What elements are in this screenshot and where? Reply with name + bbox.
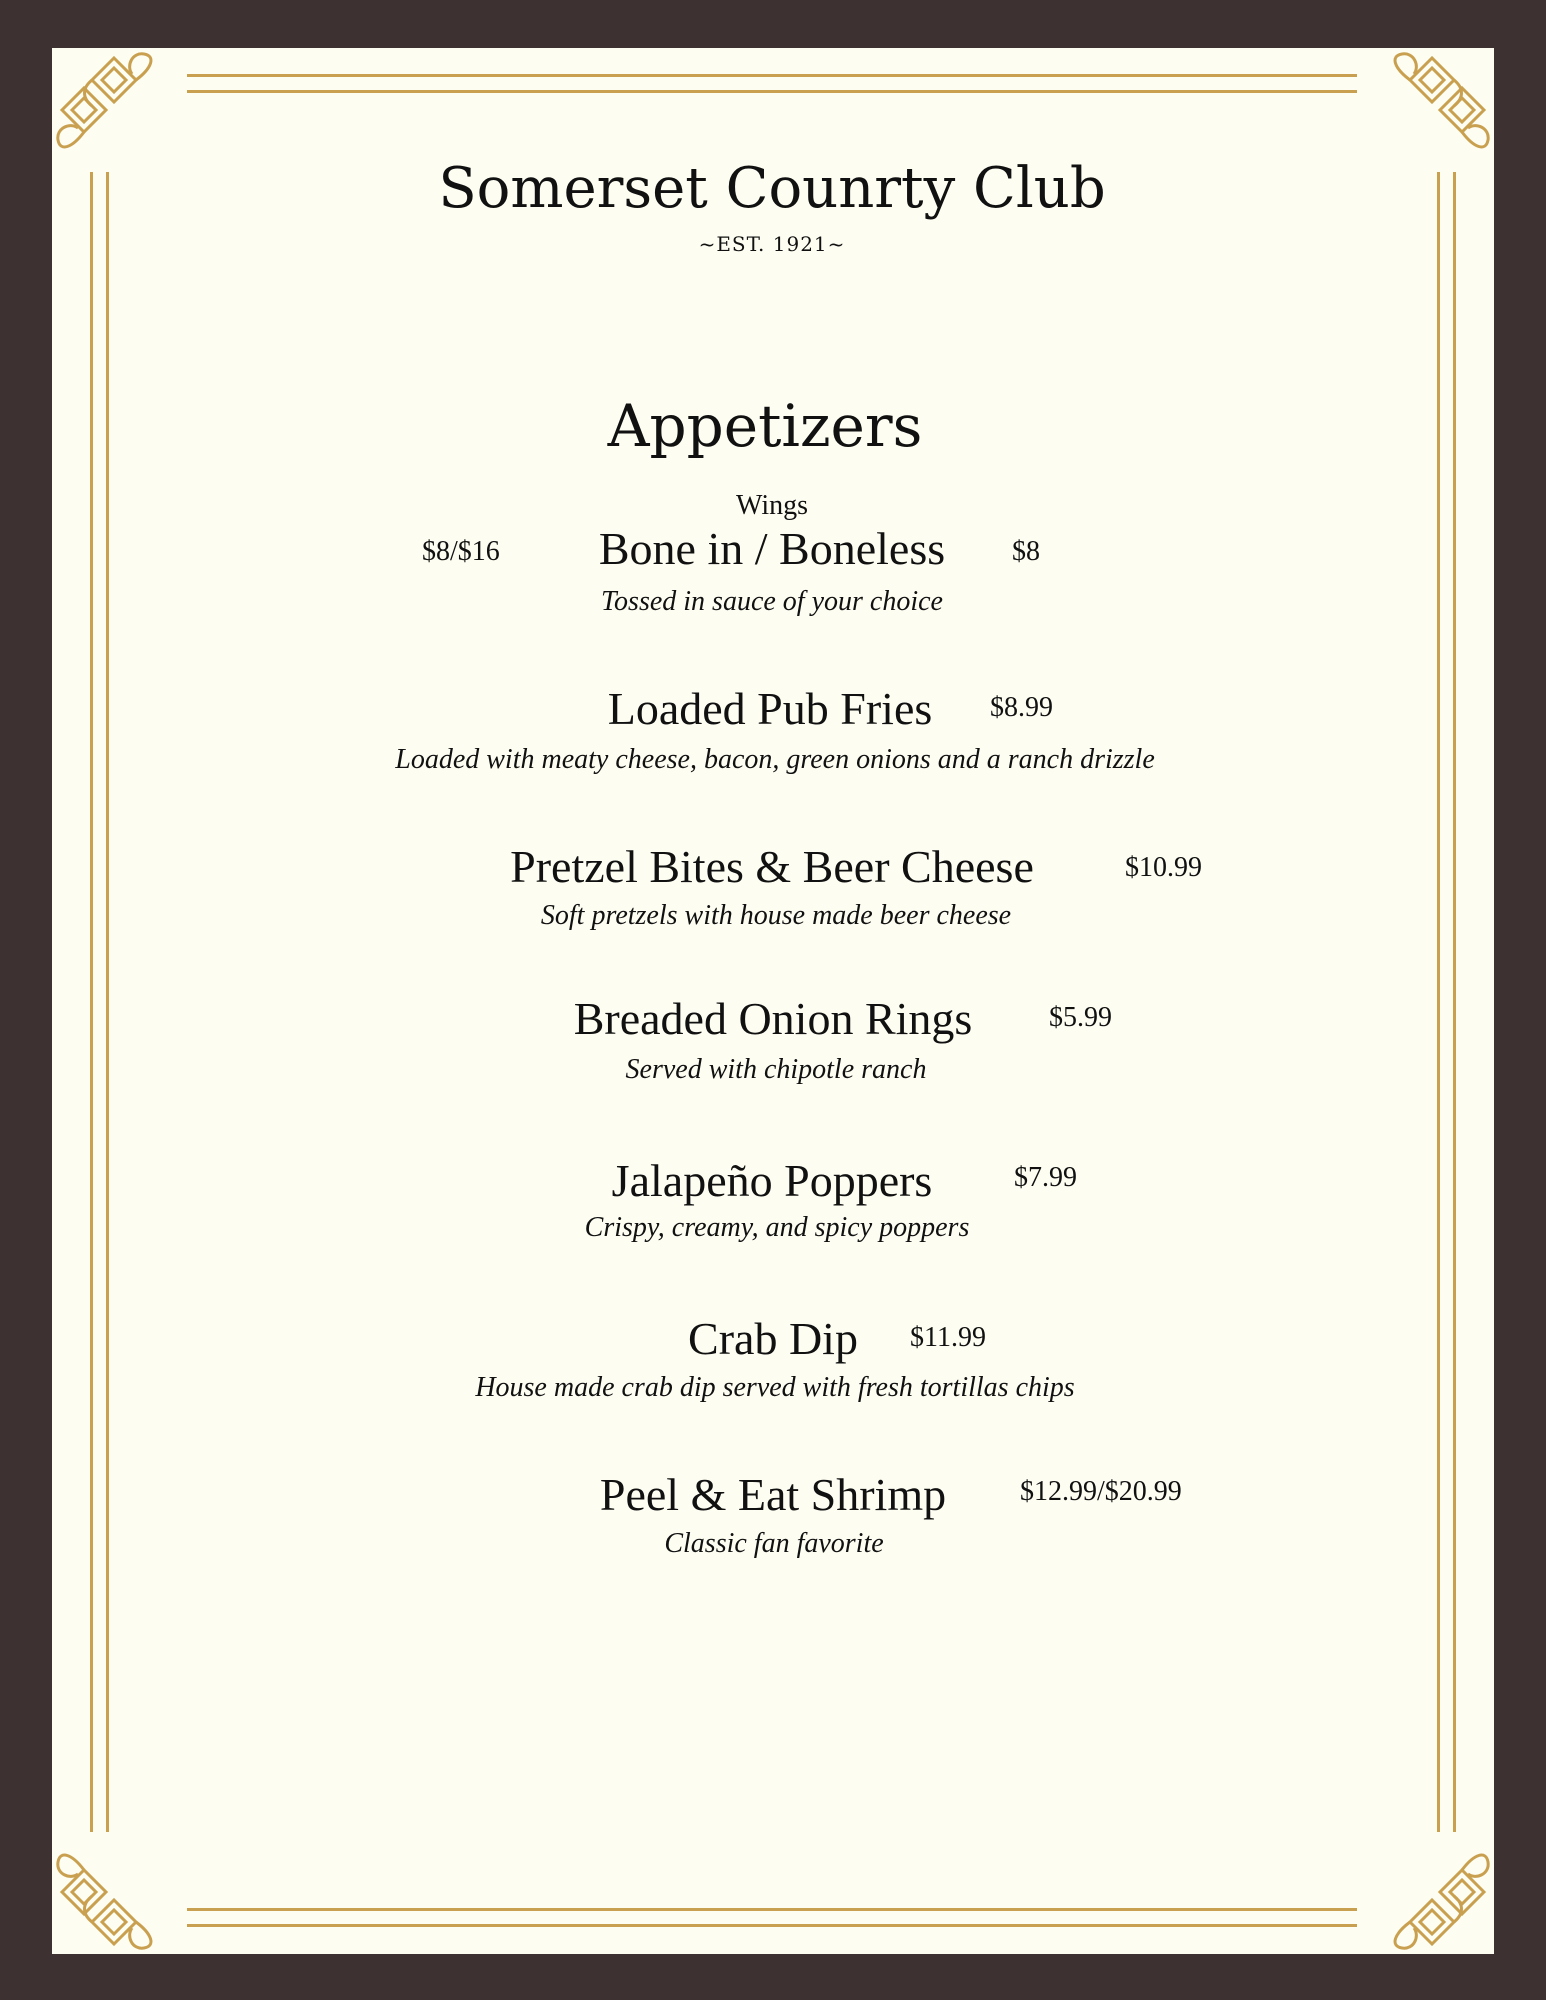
- item-description: Soft pretzels with house made beer cheese: [540, 900, 1012, 931]
- item-price-left: $8/$16: [422, 536, 500, 567]
- border-left-outer: [90, 172, 93, 1832]
- item-description: Loaded with meaty cheese, bacon, green onions and a ranch drizzle: [395, 744, 1155, 775]
- item-name: Pretzel Bites & Beer Cheese: [510, 841, 1034, 892]
- club-title: Somerset Counrty Club: [438, 156, 1106, 221]
- item-description: Classic fan favorite: [664, 1528, 884, 1559]
- corner-ornament-top-left: [52, 48, 162, 158]
- corner-ornament-bottom-right: [1384, 1844, 1494, 1954]
- item-description: Crispy, creamy, and spicy poppers: [584, 1212, 970, 1243]
- item-price: $11.99: [910, 1322, 986, 1353]
- item-name: Crab Dip: [688, 1313, 858, 1364]
- item-price: $5.99: [1049, 1002, 1112, 1033]
- border-top-outer: [187, 74, 1357, 77]
- border-right-outer: [1453, 172, 1456, 1832]
- item-price: $12.99/$20.99: [1020, 1476, 1182, 1507]
- item-price: $8.99: [990, 692, 1053, 723]
- border-top-inner: [187, 90, 1357, 93]
- border-right-inner: [1437, 172, 1440, 1832]
- border-bottom-inner: [187, 1908, 1357, 1911]
- item-name: Peel & Eat Shrimp: [599, 1469, 947, 1520]
- item-name: Bone in / Boneless: [598, 523, 946, 574]
- corner-ornament-bottom-left: [52, 1844, 162, 1954]
- item-super-label: Wings: [736, 490, 808, 521]
- item-price: $7.99: [1014, 1162, 1077, 1193]
- item-description: House made crab dip served with fresh tortillas chips: [475, 1372, 1075, 1403]
- item-description: Tossed in sauce of your choice: [601, 586, 943, 617]
- item-name: Jalapeño Poppers: [611, 1155, 933, 1206]
- item-price: $8: [1012, 536, 1040, 567]
- section-title: Appetizers: [607, 392, 923, 460]
- item-description: Served with chipotle ranch: [625, 1054, 927, 1085]
- item-price: $10.99: [1125, 852, 1202, 883]
- border-bottom-outer: [187, 1924, 1357, 1927]
- menu-page: [52, 48, 1494, 1954]
- border-left-inner: [106, 172, 109, 1832]
- item-name: Loaded Pub Fries: [607, 683, 933, 734]
- corner-ornament-top-right: [1384, 48, 1494, 158]
- established-line: ~EST. 1921~: [698, 232, 846, 256]
- item-name: Breaded Onion Rings: [573, 993, 973, 1044]
